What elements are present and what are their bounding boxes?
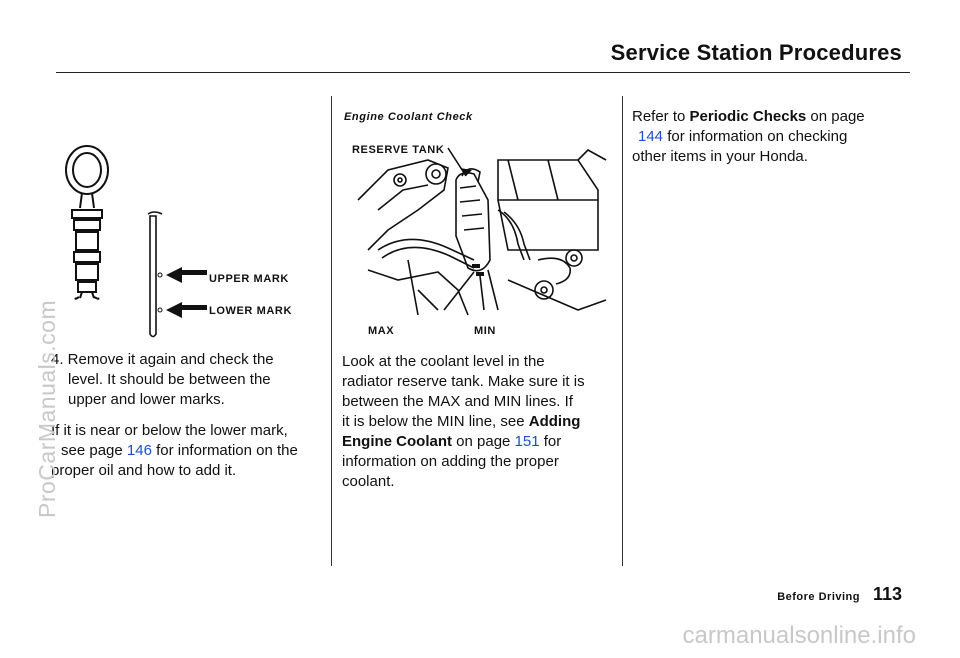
max-label: MAX <box>368 325 395 337</box>
bottom-watermark: carmanualsonline.info <box>682 622 916 649</box>
figure-title: Engine Coolant Check <box>344 111 473 123</box>
header-divider <box>56 72 910 73</box>
footer-section-name: Before Driving <box>777 591 860 603</box>
periodic-checks-reference: Periodic Checks <box>689 108 807 125</box>
page-151-link[interactable]: 151 <box>514 433 540 450</box>
page-146-link[interactable]: 146 <box>126 442 152 459</box>
upper-mark-label: UPPER MARK <box>209 273 289 285</box>
lower-mark-label: LOWER MARK <box>209 305 292 317</box>
page-number: 113 <box>872 584 902 604</box>
engine-bay-illustration <box>348 140 608 320</box>
side-watermark: ProCarManuals.com <box>34 299 60 518</box>
page-144-link[interactable]: 144 <box>638 128 664 145</box>
coolant-paragraph: Look at the coolant level in the radiator reserve tank. Make sure it is between the MAX and MIN lines. If it is below the MIN line, see Adding Engine Coolant on page 151 for information on adding the proper coolant. <box>342 353 585 490</box>
column-divider-left <box>331 96 332 566</box>
periodic-checks-paragraph: Refer to Periodic Checks on page 144 for information on checking other items in your Honda. <box>632 108 865 165</box>
low-oil-paragraph: If it is near or below the lower mark, see page 146 for information on the proper oil and how to add it. <box>51 422 298 479</box>
step-4-text: 4. Remove it again and check the level. It should be between the upper and lower marks. <box>51 351 274 408</box>
min-label: MIN <box>474 325 496 337</box>
page-title: Service Station Procedures <box>610 40 902 65</box>
column-divider-right <box>622 96 623 566</box>
reserve-tank-label: RESERVE TANK <box>352 144 445 156</box>
adding-coolant-reference: Adding <box>528 413 581 430</box>
